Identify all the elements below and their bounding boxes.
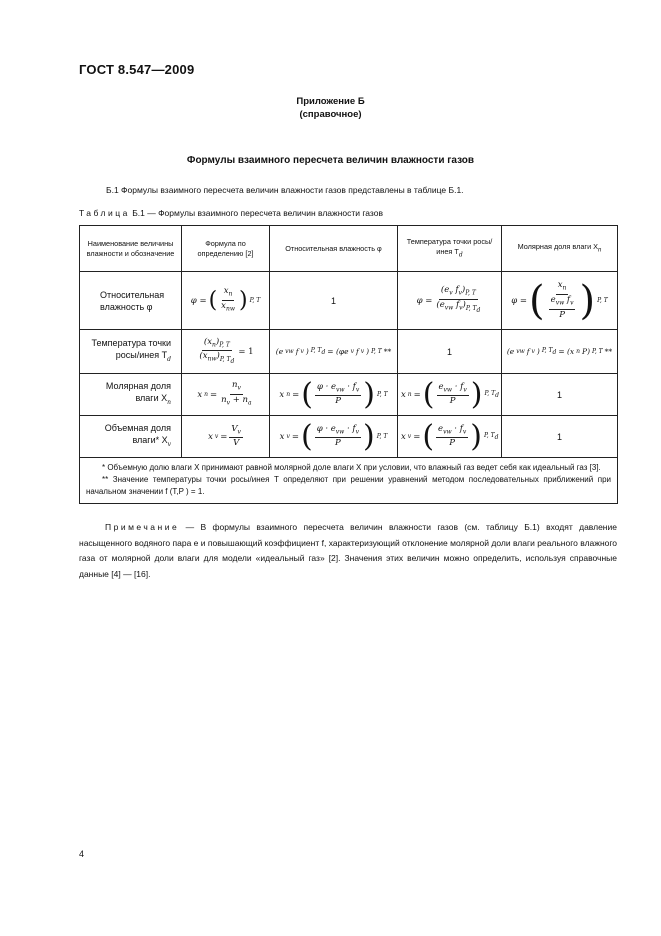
formula-cell: x v = $\frac{V_v}{V}$ [182, 416, 270, 458]
formula-cell: φ = ( $\frac{x_n}{x_{nw}}$ ) P, T [182, 272, 270, 330]
header-name: Наименование величины влажности и обозначение [80, 226, 182, 272]
table-caption-label: Таблица [79, 208, 130, 218]
formula-cell: $\frac{(x_n)_{P, T}}{(x_{nw})_{P, T_d}}$ = 1 [182, 330, 270, 374]
header-definition: Формула по определению [2] [182, 226, 270, 272]
table-footnotes-row [80, 458, 618, 504]
header-relative: Относительная влажность φ [270, 226, 398, 272]
footnote: * Объемную долю влаги X принимают равной молярной доле влаги X при условии, что влажный газ ведет себя как идеальный газ [3]. [102, 463, 601, 472]
page-number: 4 [79, 849, 85, 859]
formula-cell: φ = ( $\frac{x_n}{\frac{e_{vw} f_v}{P}}$ ) P, T [502, 272, 618, 330]
appendix-heading [0, 95, 661, 121]
row-label: Объемная доля влаги* $X_v$ [80, 416, 182, 458]
formula-cell: x n = ( $\frac{\varphi \cdot e_{vw} \cdot f_v}{P}$ ) P, T [270, 374, 398, 416]
formula-cell: (e vw f v ) P, $T_d$ = (φe v f v ) P, T ** [270, 330, 398, 374]
formula-cell: x v = ( $\frac{e_{vw} \cdot f_v}{P}$ ) P, $T_d$ [398, 416, 502, 458]
row-label: Молярная доля влаги $X_n$ [80, 374, 182, 416]
value-cell: 1 [270, 272, 398, 330]
table-caption-text: Б.1 — Формулы взаимного пересчета величин влажности газов [132, 208, 383, 218]
table-header-row [80, 226, 618, 272]
appendix-title: Приложение Б [296, 96, 365, 107]
formula-cell: φ = $\frac{(e_v f_v)_{P, T}}{(e_{vw} f_v)_{P, T_d}}$ [398, 272, 502, 330]
footnote: ** Значение температуры точки росы/инея T определяют при решении уравнений методом последовательных приближений при начальном значении f (T,P ) = 1. [86, 475, 611, 496]
conversion-table [79, 225, 618, 504]
formula-cell: x n = ( $\frac{e_{vw} \cdot f_v}{P}$ ) P, $T_d$ [398, 374, 502, 416]
value-cell: 1 [398, 330, 502, 374]
note-label: Примечание [105, 522, 180, 532]
table-caption [79, 208, 383, 218]
row-label: Температура точки росы/инея $T_d$ [80, 330, 182, 374]
header-dew: Температура точки росы/инея $T_d$ [398, 226, 502, 272]
table-row [80, 330, 618, 374]
table-row [80, 416, 618, 458]
table-footnotes [80, 458, 618, 504]
note-paragraph [79, 520, 617, 582]
formula-cell: x n = $\frac{n_v}{n_v + n_a}$ [182, 374, 270, 416]
note-text: — В формулы взаимного пересчета величин влажности газов (см. таблицу Б.1) входят давление насыщенного водяного пара e и повышающий коэффициент f, характеризующий отклонение молярной доли влаги реального влажного газа от молярной доли влаги для модели «идеальный газ» [2]. Значения этих величин можно определить, используя справочные данные [4] — [16]. [79, 522, 617, 579]
section-title: Формулы взаимного пересчета величин влажности газов [186, 155, 475, 166]
value-cell: 1 [502, 374, 618, 416]
row-label: Относительная влажность φ [80, 272, 182, 330]
document-header: ГОСТ 8.547—2009 [79, 62, 195, 77]
appendix-subtitle: (справочное) [299, 109, 362, 120]
formula-cell: (e vw f v ) P, $T_d$ = (x n P) P, T ** [502, 330, 618, 374]
intro-paragraph: Б.1 Формулы взаимного пересчета величин влажности газов представлены в таблице Б.1. [106, 185, 464, 195]
formula-cell: x v = ( $\frac{\varphi \cdot e_{vw} \cdot f_v}{P}$ ) P, T [270, 416, 398, 458]
table-row [80, 374, 618, 416]
header-molar: Молярная доля влаги $X_n$ [502, 226, 618, 272]
table-row [80, 272, 618, 330]
value-cell: 1 [502, 416, 618, 458]
